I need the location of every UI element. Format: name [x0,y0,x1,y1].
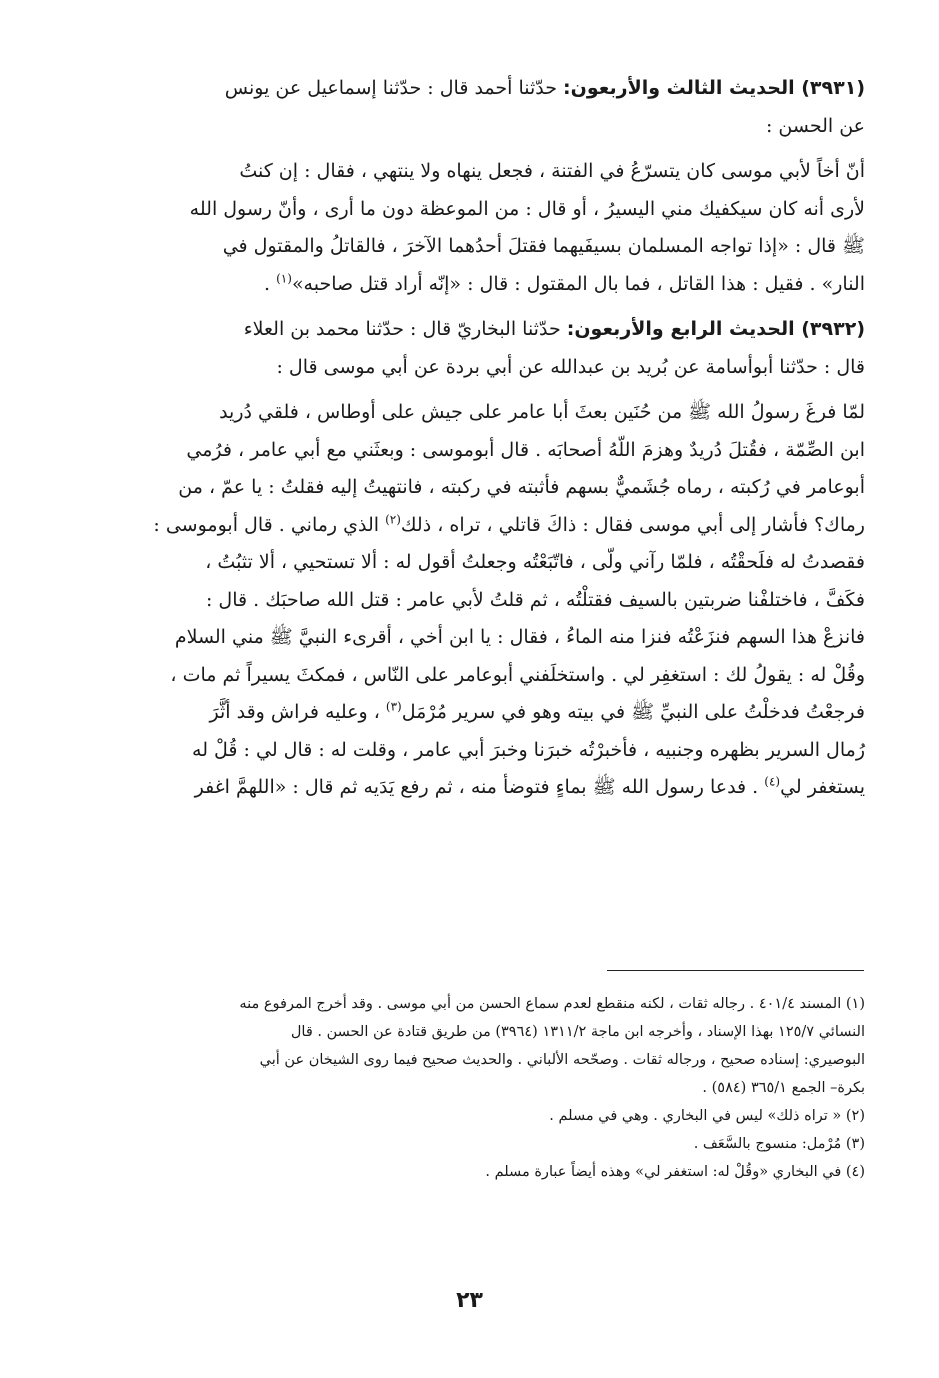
text-line: فقصدتُ له فلَحقْتُه ، فلمّا رآني ولّى ، فاتّبَعْتُه وجعلتُ أقول له : ألا تستحيي ، ألا تثبُتُ ، [205,551,865,573]
page-number: ٢٣ [456,1288,483,1313]
text-segment: يستغفر لي [780,776,865,798]
text-segment: فرجعْتُ فدخلْتُ على النبيِّ ﷺ في بيته وهو في سرير مُرْمَل [401,701,865,723]
footnote-line: (١) المسند ٤٠١/٤ . رجاله ثقات ، لكنه منقطع لعدم سماع الحسن من أبي موسى . وقد أخرج المرفوع منه [239,996,865,1012]
text-segment: النار» . فقيل : هذا القاتل ، فما بال المقتول : قال : «إنّه أراد قتل صاحبه» [291,272,865,295]
text-line [100,507,865,545]
hadith-3931-chain [100,70,865,145]
footnote-3: (٣) مُرْمل: منسوج بالسَّعَف . [693,1136,865,1152]
page-body [100,70,865,807]
footnote-separator [607,970,864,971]
footnote-2: (٢) « تراه ذلك» ليس في البخاري . وهي في مسلم . [549,1108,865,1124]
chain-text: حدّثنا أحمد قال : حدّثنا إسماعيل عن يونس [224,77,564,99]
text-line: أنّ أخاً لأبي موسى كان يتسرّعُ في الفتنة ، فجعل ينهاه ولا ينتهي ، فقال : إن كنتُ [239,160,865,182]
footnote-marker-3: (٣) [385,699,402,714]
text-line: فانزعْ هذا السهم فنزَعْتُه فنزا منه الماءُ ، فقال : يا ابن أخي ، أقرىء النبيَّ ﷺ مني السلام [174,626,865,648]
footnotes [100,990,865,1186]
text-line: عن الحسن : [765,114,865,137]
text-segment: الذي رماني . قال أبوموسى : [153,513,386,536]
text-line: رُمال السرير بظهره وجنبيه ، فأخبرْتُه خبرَنا وخبرَ أبي عامر ، وقلت له : قال لي : قُلْ له [192,738,865,761]
footnote-marker-1: (١) [276,271,292,286]
footnote-1 [100,990,865,1102]
footnote-line: النسائي ١٢٥/٧ بهذا الإسناد ، وأخرجه ابن ماجة ١٣١١/٢ (٣٩٦٤) من طريق قتادة عن الحسن . قال [290,1024,865,1040]
footnote-marker-4: (٤) [764,774,781,789]
hadith-heading: (٣٩٣١) الحديث الثالث والأربعون: [563,77,865,99]
text-line [100,769,865,807]
hadith-heading: (٣٩٣٢) الحديث الرابع والأربعون: [566,318,865,340]
text-segment: . فدعا رسول الله ﷺ بماءٍ فتوضأ منه ، ثم رفع يَدَيه ثم قال : «اللهمَّ اغفر [194,776,765,798]
text-line: فكَفَّ ، فاختلفْنا ضربتين بالسيف فقتلْتُه ، ثم قلتُ لأبي عامر : قتل الله صاحبَك . قال : [205,588,865,611]
text-line: لمّا فرغَ رسولُ الله ﷺ من حُنَين بعثَ أبا عامر على جيش على أوطاس ، فلقي دُريد [219,401,865,423]
hadith-3932-text [100,394,865,807]
text-line: أبوعامر في رُكبته ، رماه جُشَميٌّ بسهم فأثبته في ركبته ، فانتهيتُ إليه فقلتُ : يا عمّ ، من [178,476,865,498]
footnote-4: (٤) في البخاري «وقُلْ له: استغفر لي» وهذه أيضاً عبارة مسلم . [485,1164,865,1180]
text-line: ﷺ قال : «إذا تواجه المسلمان بسيفَيهما فقتلَ أحدُهما الآخرَ ، فالقاتلُ والمقتول في [222,235,865,257]
chain-text: حدّثنا البخاريّ قال : حدّثنا محمد بن العلاء [243,318,567,340]
hadith-3932-chain [100,311,865,386]
hadith-3931-text [100,153,865,303]
text-segment: ، وعليه فراش وقد أثَّرَ [209,701,386,723]
text-segment: . [264,272,277,295]
footnote-line: البوصيري: إسناده صحيح ، ورجاله ثقات . وصحّحه الألباني . والحديث صحيح فيما روى الشيخان عن أبي [259,1052,865,1068]
text-segment: رماك؟ فأشار إلى أبي موسى فقال : ذاكَ قاتلي ، تراه ، ذلك [400,513,865,536]
text-line [100,266,865,304]
text-line [100,70,865,108]
text-line: لأرى أنه كان سيكفيك مني اليسيرُ ، أو قال : من الموعظة دون ما أرى ، وأنّ رسول الله [189,197,865,220]
text-line: وقُلْ له : يقولُ لك : استغفِر لي . واستخلَفني أبوعامر على النّاس ، فمكثَ يسيراً ثم مات ، [170,663,865,686]
footnote-marker-2: (٢) [385,512,401,527]
text-line [100,311,865,349]
text-line [100,694,865,732]
text-line: قال : حدّثنا أبوأسامة عن بُريد بن عبدالله عن أبي بردة عن أبي موسى قال : [276,355,865,378]
text-line: ابن الصِّمّة ، فقُتلَ دُريدٌ وهزمَ اللّهُ أصحابَه . قال أبوموسى : وبعثَني مع أبي عامر ، فرُمي [186,438,865,461]
footnote-line: بكرة– الجمع ٣٦٥/١ (٥٨٤) . [702,1080,865,1096]
